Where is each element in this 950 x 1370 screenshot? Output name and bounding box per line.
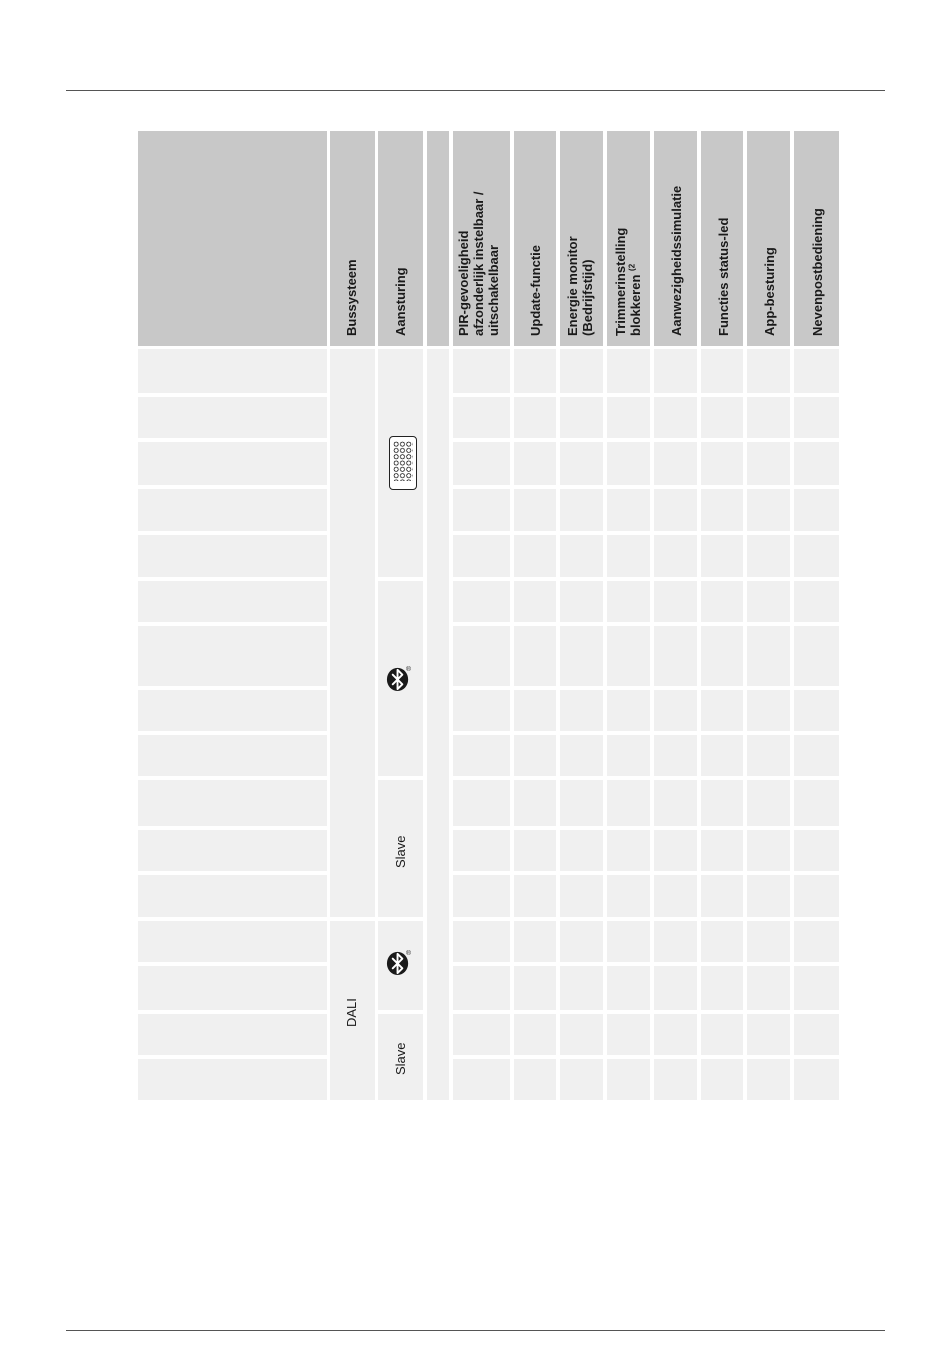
feature-cell	[607, 690, 650, 731]
feature-cell	[453, 1014, 510, 1055]
feature-cell	[560, 626, 603, 686]
feature-cell	[607, 830, 650, 871]
feature-cell	[654, 690, 697, 731]
feature-cell	[794, 581, 839, 622]
feature-cell	[654, 1059, 697, 1100]
feature-cell	[794, 1014, 839, 1055]
feature-cell	[794, 830, 839, 871]
feature-cell	[453, 397, 510, 438]
row-label-cell	[138, 397, 327, 438]
feature-cell	[701, 921, 743, 962]
aansturing-slave-label: Slave	[393, 835, 408, 868]
feature-cell	[453, 690, 510, 731]
row-label-cell	[138, 690, 327, 731]
header-app: App-besturing	[762, 247, 777, 336]
header-cell	[427, 131, 449, 346]
feature-cell	[453, 349, 510, 393]
feature-cell	[654, 1014, 697, 1055]
row-label-cell	[138, 966, 327, 1010]
feature-cell	[747, 830, 790, 871]
feature-cell	[453, 1059, 510, 1100]
svg-text:®: ®	[406, 949, 412, 957]
header-cell	[138, 131, 327, 346]
feature-cell	[747, 780, 790, 826]
feature-cell	[794, 780, 839, 826]
feature-cell	[560, 535, 603, 577]
feature-cell	[794, 921, 839, 962]
header-trimmer: Trimmerinstelling blokkeren $^{(2}$	[613, 227, 643, 336]
feature-cell	[607, 581, 650, 622]
row-label-cell	[138, 349, 327, 393]
feature-cell	[453, 921, 510, 962]
feature-cell	[794, 735, 839, 776]
feature-cell	[701, 535, 743, 577]
row-label-cell	[138, 875, 327, 917]
aansturing-slave-label: Slave	[393, 1042, 408, 1075]
feature-cell	[701, 1014, 743, 1055]
feature-cell	[701, 1059, 743, 1100]
feature-cell	[701, 397, 743, 438]
feature-cell	[794, 442, 839, 485]
feature-cell	[701, 780, 743, 826]
feature-cell	[514, 535, 556, 577]
narrow-column-cell	[427, 349, 449, 1100]
feature-cell	[701, 626, 743, 686]
header-energie: Energie monitor (Bedrijfstijd)	[565, 236, 595, 336]
feature-cell	[747, 966, 790, 1010]
feature-cell	[701, 690, 743, 731]
feature-cell	[514, 489, 556, 531]
feature-cell	[701, 349, 743, 393]
feature-cell	[453, 966, 510, 1010]
header-bussysteem: Bussysteem	[344, 259, 359, 336]
feature-cell	[453, 581, 510, 622]
feature-cell	[514, 626, 556, 686]
feature-cell	[560, 397, 603, 438]
feature-cell	[607, 1059, 650, 1100]
feature-cell	[794, 966, 839, 1010]
feature-cell	[607, 875, 650, 917]
feature-cell	[560, 690, 603, 731]
feature-cell	[453, 735, 510, 776]
feature-cell	[701, 489, 743, 531]
feature-cell	[654, 921, 697, 962]
top-rule	[66, 90, 885, 91]
svg-text:®: ®	[406, 665, 412, 673]
bus-label-dali: DALI	[344, 998, 359, 1027]
feature-cell	[701, 830, 743, 871]
feature-cell	[514, 349, 556, 393]
feature-cell	[747, 442, 790, 485]
feature-cell	[514, 581, 556, 622]
feature-cell	[747, 921, 790, 962]
feature-cell	[654, 735, 697, 776]
feature-cell	[701, 966, 743, 1010]
feature-cell	[607, 780, 650, 826]
feature-cell	[654, 397, 697, 438]
row-label-cell	[138, 442, 327, 485]
row-label-cell	[138, 1014, 327, 1055]
feature-cell	[747, 626, 790, 686]
feature-cell	[560, 1014, 603, 1055]
feature-cell	[514, 780, 556, 826]
feature-cell	[514, 1014, 556, 1055]
feature-cell	[747, 489, 790, 531]
feature-cell	[654, 442, 697, 485]
feature-cell	[514, 442, 556, 485]
feature-cell	[453, 535, 510, 577]
feature-cell	[701, 581, 743, 622]
feature-cell	[560, 489, 603, 531]
footnote-marker: (2	[627, 263, 637, 271]
feature-cell	[514, 397, 556, 438]
feature-cell	[607, 349, 650, 393]
bottom-rule	[66, 1330, 885, 1331]
feature-cell	[794, 690, 839, 731]
header-aanwezigheid: Aanwezigheidssimulatie	[669, 185, 684, 336]
feature-cell	[607, 966, 650, 1010]
feature-cell	[560, 830, 603, 871]
feature-cell	[794, 397, 839, 438]
feature-cell	[794, 626, 839, 686]
feature-cell	[654, 535, 697, 577]
row-label-cell	[138, 735, 327, 776]
feature-cell	[453, 780, 510, 826]
feature-cell	[453, 626, 510, 686]
feature-cell	[654, 626, 697, 686]
feature-cell	[747, 535, 790, 577]
feature-cell	[560, 442, 603, 485]
remote-control-icon	[389, 436, 417, 490]
feature-cell	[607, 535, 650, 577]
feature-cell	[654, 581, 697, 622]
feature-cell	[747, 690, 790, 731]
row-label-cell	[138, 780, 327, 826]
feature-cell	[607, 921, 650, 962]
bluetooth-icon	[385, 665, 412, 692]
header-status-led: Functies status-led	[716, 217, 731, 336]
feature-cell	[453, 875, 510, 917]
bus-cell	[330, 349, 375, 917]
feature-cell	[560, 966, 603, 1010]
feature-cell	[747, 397, 790, 438]
feature-cell	[560, 1059, 603, 1100]
feature-cell	[654, 966, 697, 1010]
feature-cell	[701, 442, 743, 485]
feature-cell	[453, 489, 510, 531]
feature-cell	[453, 830, 510, 871]
feature-cell	[607, 626, 650, 686]
row-label-cell	[138, 626, 327, 686]
feature-cell	[607, 735, 650, 776]
feature-cell	[654, 349, 697, 393]
feature-cell	[607, 489, 650, 531]
feature-cell	[747, 1059, 790, 1100]
feature-cell	[794, 349, 839, 393]
feature-cell	[794, 1059, 839, 1100]
feature-cell	[747, 349, 790, 393]
feature-cell	[514, 830, 556, 871]
header-pir: PIR-gevoeligheid afzonderlijk instelbaar / uitschakelbaar	[456, 191, 501, 336]
row-label-cell	[138, 830, 327, 871]
feature-cell	[514, 875, 556, 917]
feature-cell	[747, 581, 790, 622]
row-label-cell	[138, 581, 327, 622]
feature-cell	[514, 1059, 556, 1100]
feature-cell	[701, 875, 743, 917]
header-aansturing: Aansturing	[393, 267, 408, 336]
feature-cell	[607, 442, 650, 485]
header-nevenpost: Nevenpostbediening	[810, 208, 825, 336]
feature-cell	[794, 875, 839, 917]
feature-cell	[514, 966, 556, 1010]
bluetooth-icon	[385, 949, 412, 976]
feature-cell	[747, 1014, 790, 1055]
feature-cell	[654, 875, 697, 917]
row-label-cell	[138, 489, 327, 531]
feature-cell	[794, 489, 839, 531]
feature-cell	[794, 535, 839, 577]
feature-cell	[654, 780, 697, 826]
feature-cell	[560, 921, 603, 962]
header-update: Update-functie	[528, 245, 543, 336]
feature-cell	[560, 735, 603, 776]
feature-cell	[747, 735, 790, 776]
feature-cell	[560, 349, 603, 393]
row-label-cell	[138, 535, 327, 577]
feature-cell	[514, 735, 556, 776]
feature-cell	[514, 921, 556, 962]
feature-cell	[607, 1014, 650, 1055]
feature-cell	[654, 830, 697, 871]
feature-cell	[453, 442, 510, 485]
feature-cell	[560, 581, 603, 622]
feature-cell	[747, 875, 790, 917]
row-label-cell	[138, 1059, 327, 1100]
feature-cell	[607, 397, 650, 438]
feature-cell	[560, 780, 603, 826]
feature-cell	[654, 489, 697, 531]
feature-cell	[560, 875, 603, 917]
feature-cell	[514, 690, 556, 731]
row-label-cell	[138, 921, 327, 962]
feature-cell	[701, 735, 743, 776]
